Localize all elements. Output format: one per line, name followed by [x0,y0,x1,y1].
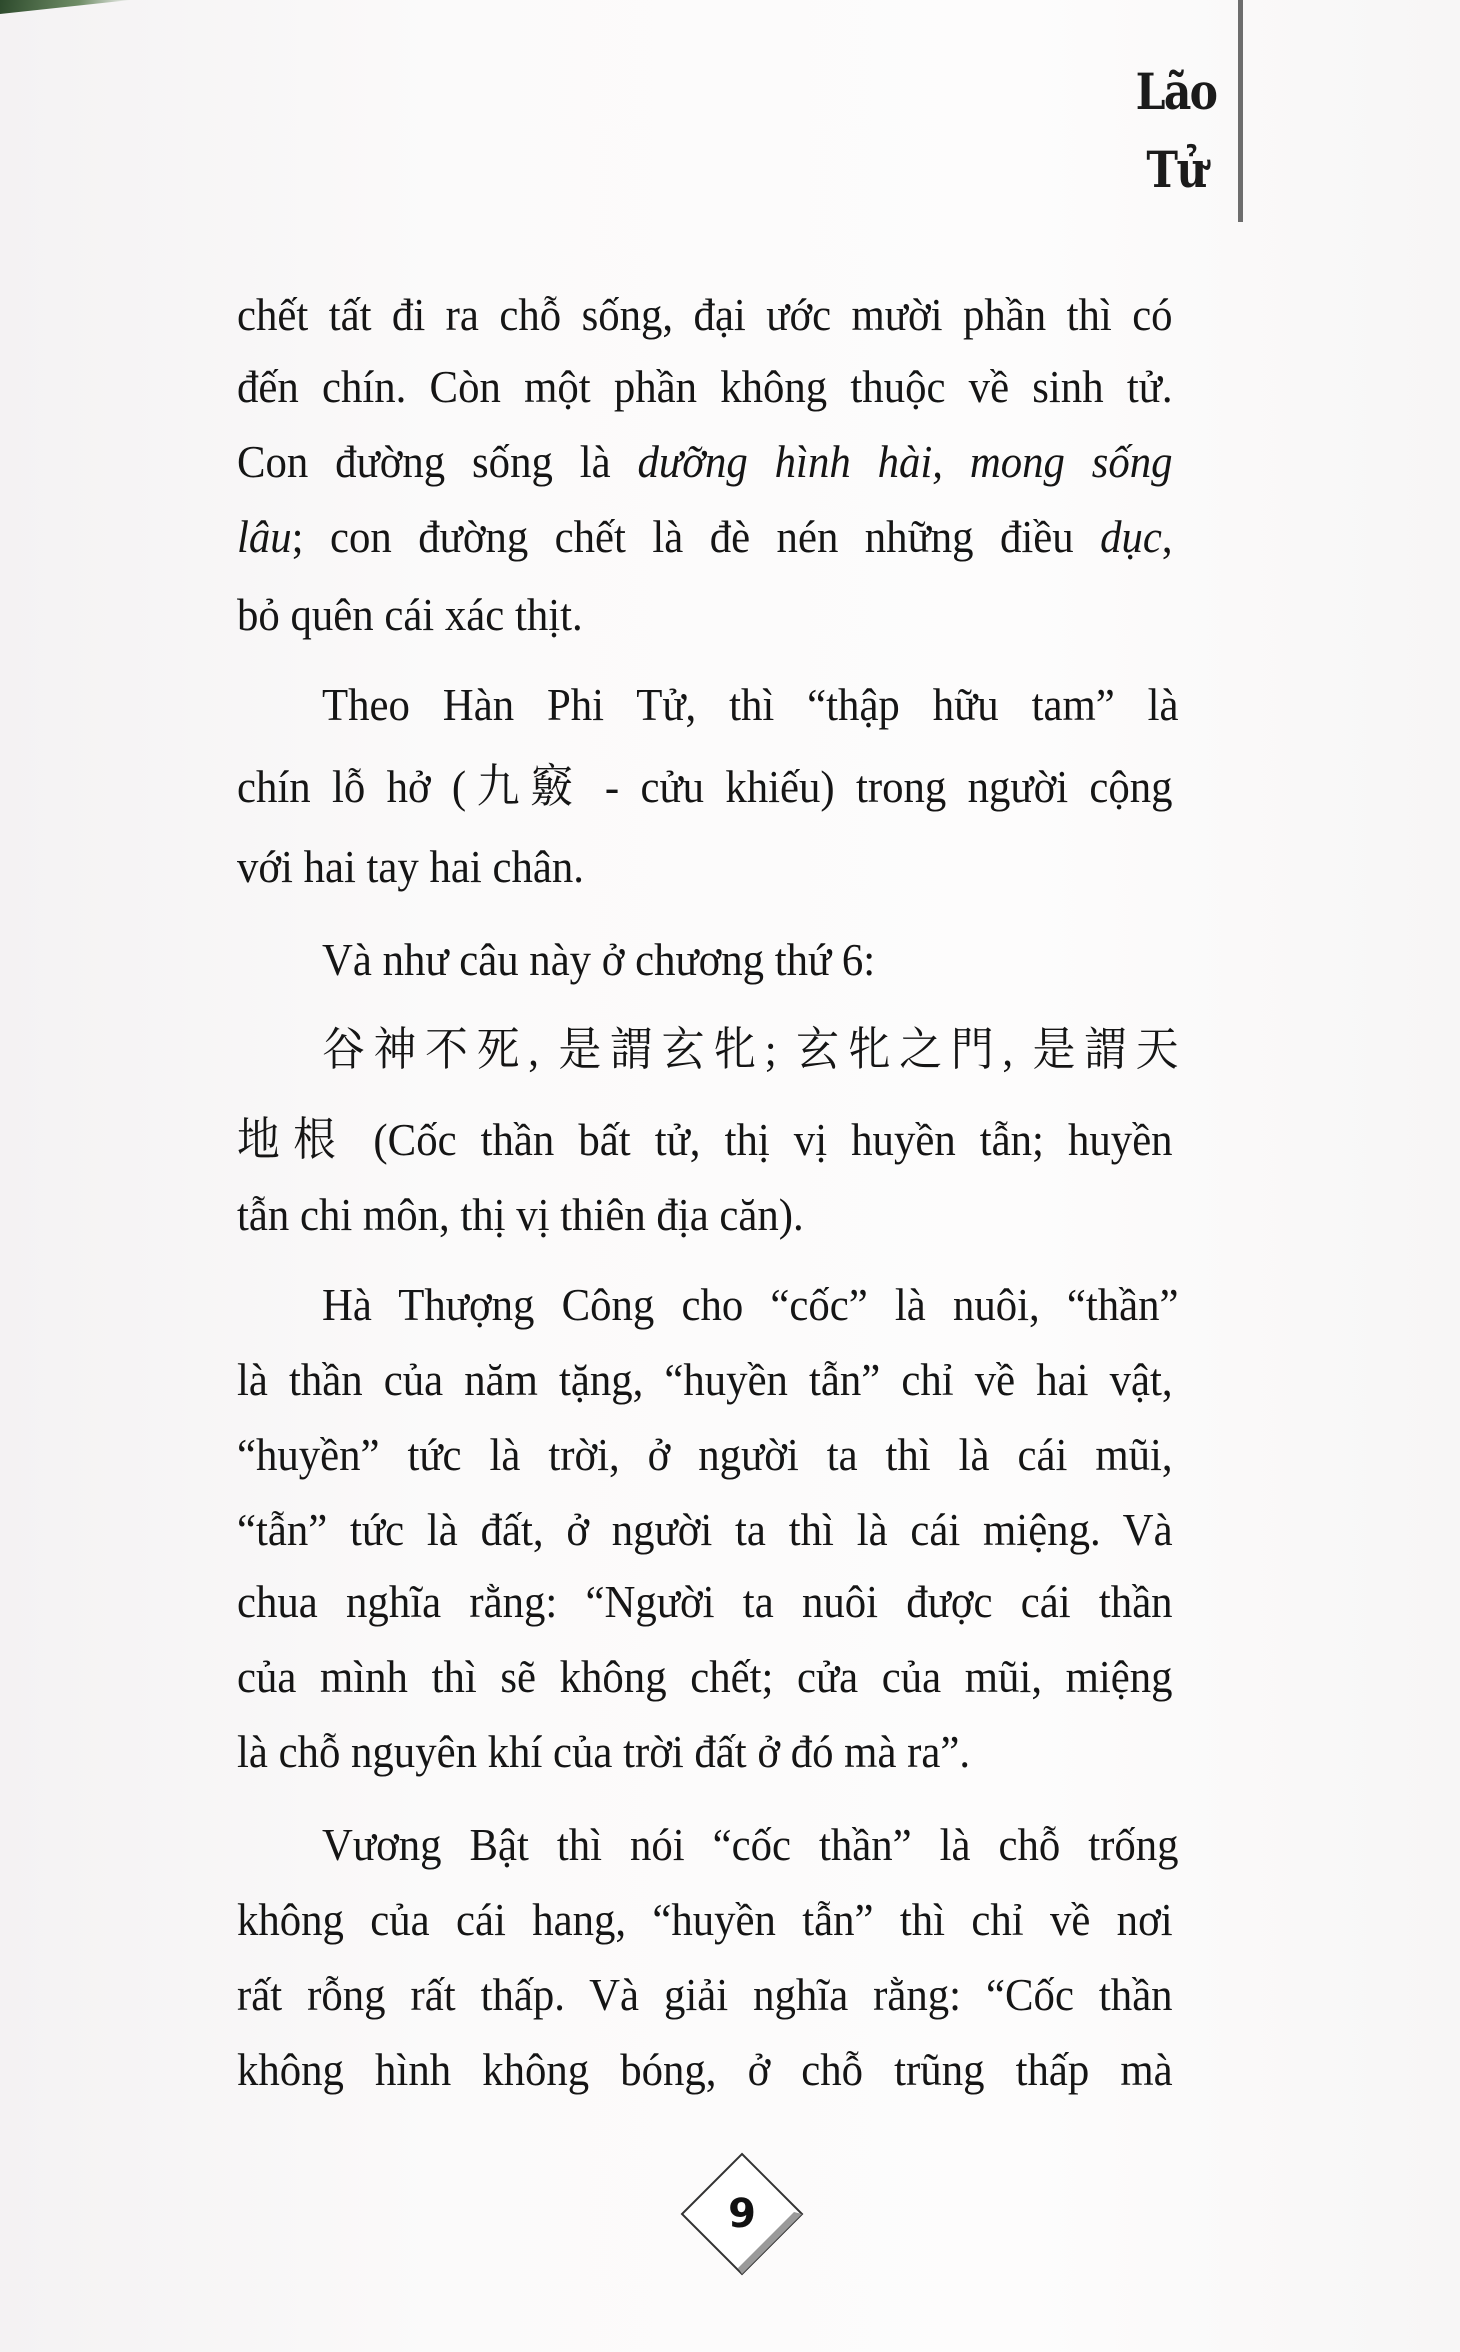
text-segment: , [1161,511,1173,562]
text-line [322,1275,1179,1335]
text-line [237,432,1173,492]
text-line [237,2040,1173,2100]
text-segment: 谷神不死, 是謂玄牝; 玄牝之門, 是謂天 [322,1024,1179,1075]
text-line [237,837,584,897]
text-segment: chết tất đi ra chỗ sống, đại ước mười phần thì có [237,289,1173,340]
page-corner-decoration [0,0,130,14]
text-segment: không hình không bóng, ở chỗ trũng thấp mà [237,2044,1173,2095]
text-segment: Theo Hàn Phi Tử, thì “thập hữu tam” là [322,679,1179,730]
text-line [237,1110,1173,1170]
text-segment: Hà Thượng Công cho “cốc” là nuôi, “thần” [322,1279,1179,1330]
text-line [237,1572,1173,1632]
text-segment: “huyền” tức là trời, ở người ta thì là cái mũi, [237,1429,1173,1480]
italic-text-segment: dưỡng hình hài, mong sống [637,436,1173,487]
text-segment: tẫn chi môn, thị vị thiên địa căn). [237,1189,804,1240]
text-line [237,357,1173,417]
text-line [237,1425,1173,1485]
text-segment: ; con đường chết là đè nén những điều [291,511,1101,562]
text-line [237,1722,970,1782]
text-segment: với hai tay hai chân. [237,841,584,892]
text-line [237,1500,1173,1560]
text-line [322,1815,1179,1875]
running-header-line1: Lão [1135,62,1217,121]
text-line [322,675,1179,735]
running-header-line2: Tử [1146,140,1206,199]
text-segment: không của cái hang, “huyền tẫn” thì chỉ về nơi [237,1894,1173,1945]
text-segment: đến chín. Còn một phần không thuộc về sinh tử. [237,361,1173,412]
page-number-badge [678,2150,806,2278]
text-segment: là chỗ nguyên khí của trời đất ở đó mà ra”. [237,1726,971,1777]
text-segment: là thần của năm tặng, “huyền tẫn” chỉ về hai vật, [237,1354,1173,1405]
header-vertical-rule [1238,0,1243,222]
text-segment: Con đường sống là [237,436,638,487]
text-line [322,1020,1179,1080]
text-line [322,930,875,990]
text-segment: Và như câu này ở chương thứ 6: [322,934,876,985]
text-segment: chua nghĩa rằng: “Người ta nuôi được cái thần [237,1576,1173,1627]
text-line [237,757,1173,817]
text-line [237,1965,1173,2025]
text-line [237,1185,804,1245]
italic-text-segment: lâu [237,511,292,562]
text-segment: 地根 (Cốc thần bất tử, thị vị huyền tẫn; huyền [237,1114,1173,1165]
text-line [237,1647,1173,1707]
text-segment: của mình thì sẽ không chết; cửa của mũi, miệng [237,1651,1173,1702]
text-line [237,285,1173,345]
text-line [237,507,1173,567]
text-segment: Vương Bật thì nói “cốc thần” là chỗ trống [322,1819,1179,1870]
text-line [237,1350,1173,1410]
text-segment: “tẫn” tức là đất, ở người ta thì là cái miệng. Và [237,1504,1173,1555]
text-line [237,1890,1173,1950]
italic-text-segment: dục [1100,511,1162,562]
text-segment: rất rỗng rất thấp. Và giải nghĩa rằng: “Cốc thần [237,1969,1173,2020]
page-number: 9 [728,2191,756,2237]
text-line [237,585,583,645]
text-segment: bỏ quên cái xác thịt. [237,589,583,640]
text-segment: chín lỗ hở (九竅 - cửu khiếu) trong người cộng [237,761,1173,812]
